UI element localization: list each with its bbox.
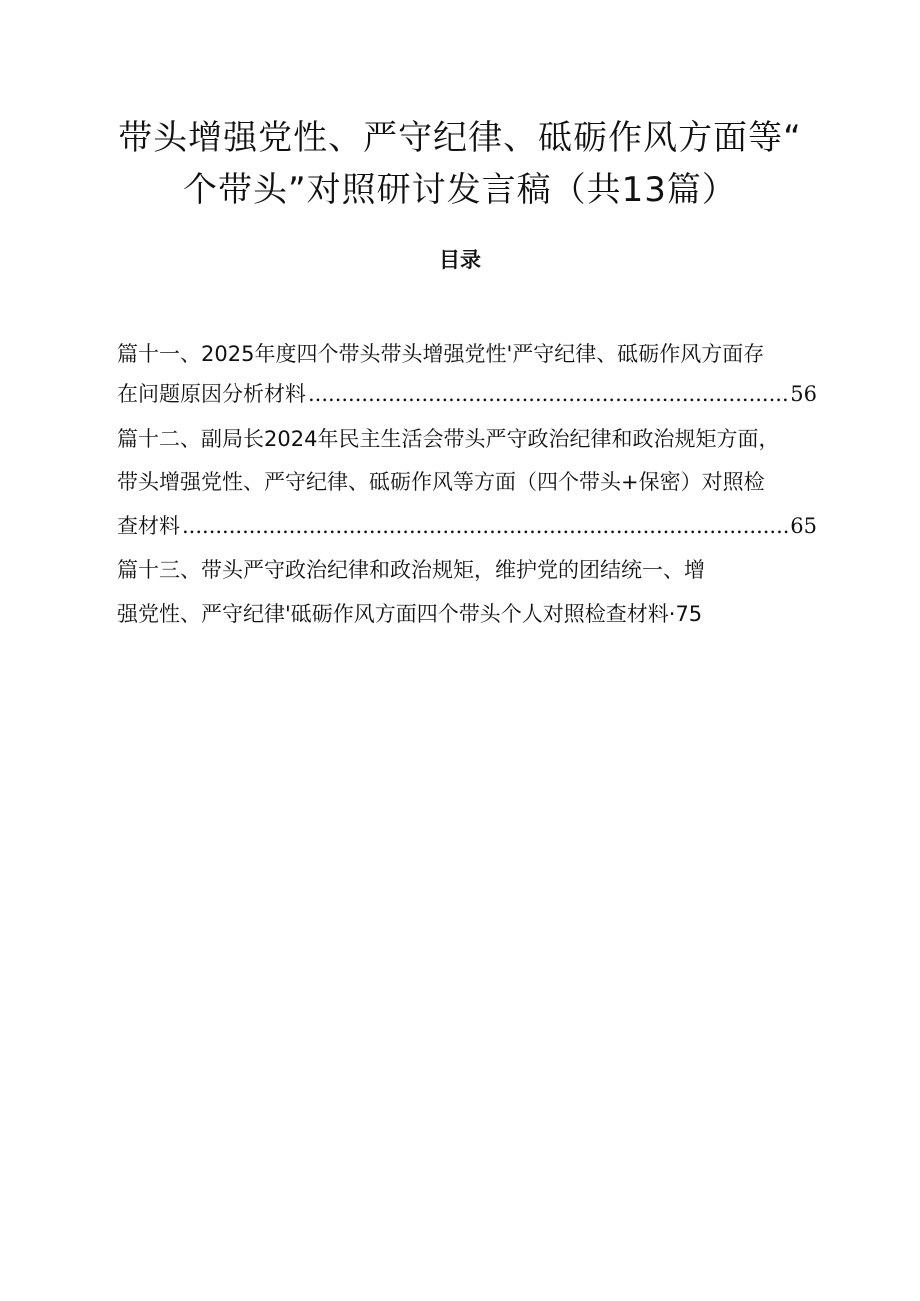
toc-entry-12-line-3[interactable] [117, 506, 817, 546]
toc-entry-11-page: 56 [790, 382, 817, 406]
toc-entry-13-line-1[interactable]: 篇十三、带头严守政治纪律和政治规矩，维护党的团结统一、增 [117, 558, 705, 582]
toc-entry-13-line-2[interactable]: 强党性、严守纪律'砥砺作风方面四个带头个人对照检查材料·75 [117, 602, 703, 626]
document-title-line-1: 带头增强党性、严守纪律、砥砺作风方面等“ [118, 118, 802, 158]
toc-entry-11-line-1[interactable]: 篇十一、2025年度四个带头带头增强党性'严守纪律、砥砺作风方面存 [117, 342, 765, 366]
toc-entry-12-text: 查材料 [117, 514, 180, 538]
toc-heading: 目录 [439, 248, 481, 272]
toc-entry-12-page: 65 [790, 514, 817, 538]
toc-entry-11-text: 在问题原因分析材料 [117, 382, 306, 406]
dot-leader [182, 506, 788, 546]
toc-entry-12-line-2[interactable]: 带头增强党性、严守纪律、砥砺作风等方面（四个带头+保密）对照检 [117, 470, 765, 494]
toc-entry-12-line-1[interactable]: 篇十二、副局长2024年民主生活会带头严守政治纪律和政治规矩方面， [117, 427, 780, 451]
toc-entry-11-line-2[interactable] [117, 374, 817, 414]
dot-leader [308, 374, 788, 414]
document-title-line-2: 个带头”对照研讨发言稿（共13篇） [183, 170, 737, 210]
